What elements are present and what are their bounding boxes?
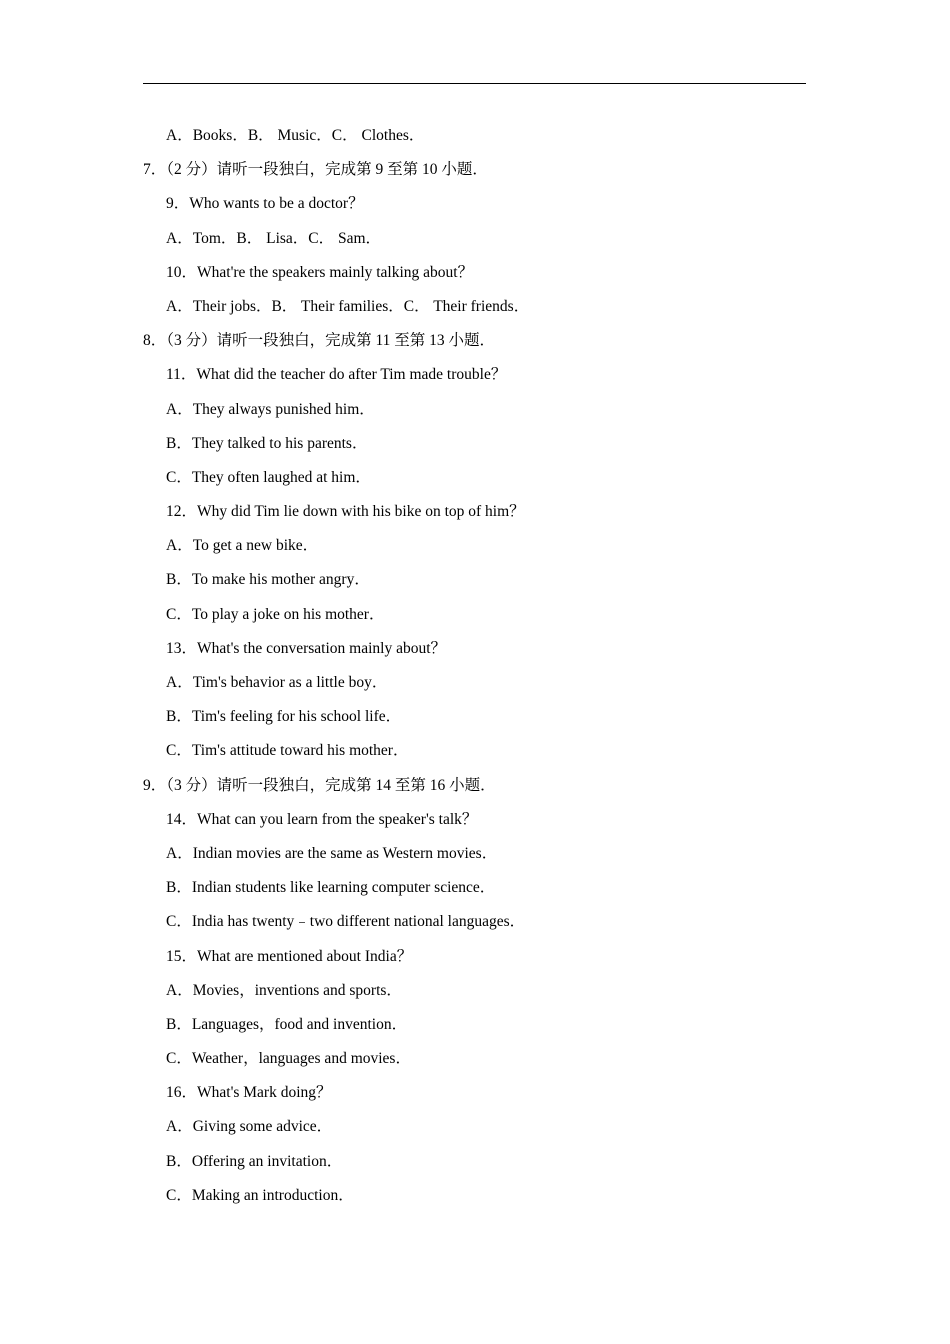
option-14-c: C．India has twenty﹣two different national languages． [166,913,526,931]
question-8-header: 8．（3 分）请听一段独白，完成第 11 至第 13 小题． [143,332,496,350]
option-13-b: B．Tim's feeling for his school life． [166,708,402,726]
option-16-c: C．Making an introduction． [166,1186,354,1204]
option-15-b: B．Languages，food and invention． [166,1015,408,1033]
question-11: 11．What did the teacher do after Tim made trouble？ [166,366,507,384]
option-11-c: C．They often laughed at him． [166,468,371,486]
options-9: A．Tom．B． Lisa．C． Sam． [166,229,382,247]
question-12: 12．Why did Tim lie down with his bike on top of him？ [166,503,525,521]
question-15: 15．What are mentioned about India？ [166,947,413,965]
question-16: 16．What's Mark doing？ [166,1084,332,1102]
option-13-c: C．Tim's attitude toward his mother． [166,742,409,760]
option-11-b: B．They talked to his parents． [166,434,368,452]
question-10: 10．What're the speakers mainly talking about？ [166,263,474,281]
option-15-c: C．Weather，languages and movies． [166,1050,411,1068]
option-12-c: C．To play a joke on his mother． [166,605,385,623]
option-11-a: A．They always punished him． [166,400,375,418]
option-13-a: A．Tim's behavior as a little boy． [166,674,388,691]
option-12-a: A．To get a new bike． [166,537,319,555]
header-rule [143,83,806,84]
options-10: A．Their jobs．B． Their families．C． Their friends． [166,297,530,315]
question-7-header: 7．（2 分）请听一段独白，完成第 9 至第 10 小题． [143,161,488,179]
option-12-b: B．To make his mother angry． [166,571,370,589]
question-13: 13．What's the conversation mainly about？ [166,639,447,657]
document-body [0,125,950,1219]
option-16-a: A．Giving some advice． [166,1118,333,1136]
option-14-b: B．Indian students like learning computer science． [166,879,496,897]
question-9: 9．Who wants to be a doctor？ [166,195,364,213]
option-line: A．Books．B． Music．C． Clothes． [166,127,425,144]
option-15-a: A．Movies，inventions and sports． [166,981,402,999]
question-9-header: 9．（3 分）请听一段独白，完成第 14 至第 16 小题． [143,776,496,794]
option-14-a: A．Indian movies are the same as Western movies． [166,844,498,862]
question-14: 14．What can you learn from the speaker's talk？ [166,810,478,828]
option-16-b: B．Offering an invitation． [166,1152,343,1170]
